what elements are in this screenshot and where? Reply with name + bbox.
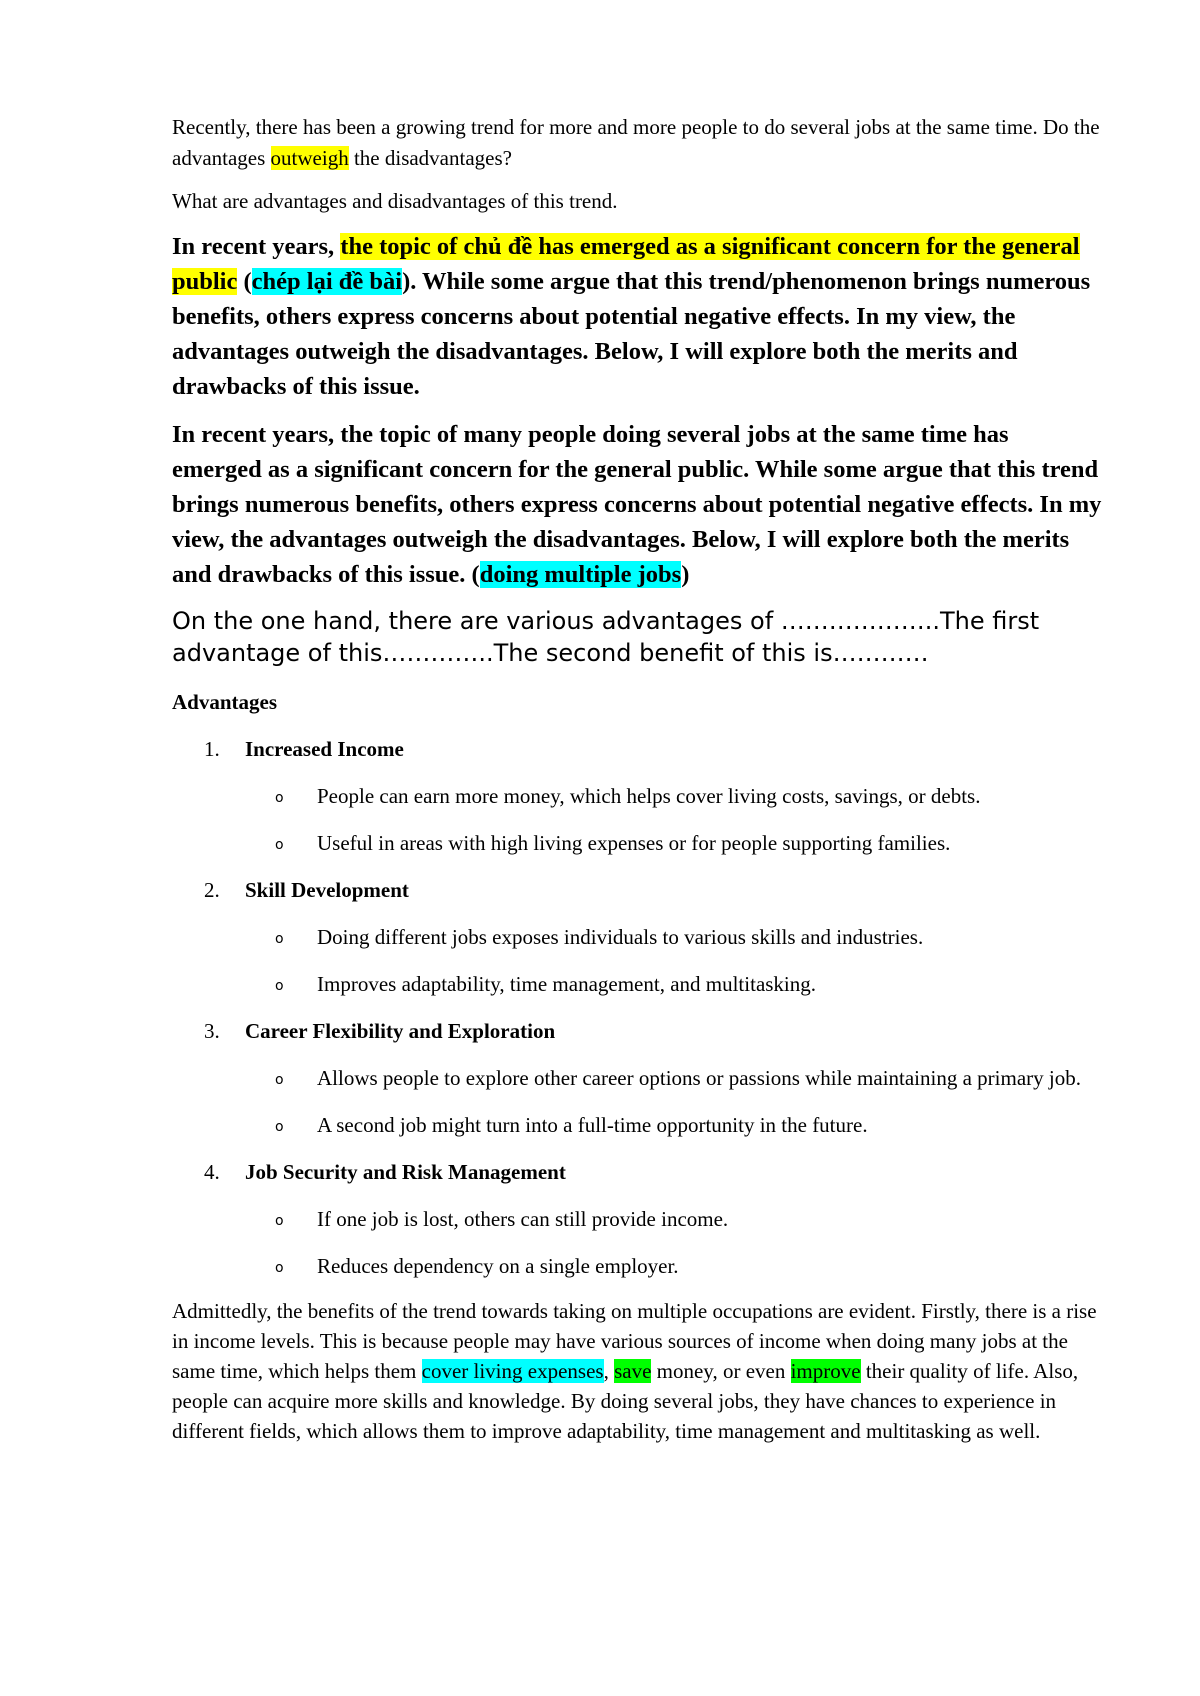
document-page (172, 112, 1102, 1446)
advantage-title: Increased Income (245, 737, 404, 761)
advantage-point (275, 1251, 1102, 1282)
template-intro-b: ( (237, 268, 252, 295)
body-text-c: money, or even (651, 1359, 791, 1383)
advantage-number: 4. (204, 1160, 220, 1184)
advantage-item (172, 1157, 1102, 1282)
advantage-number: 3. (204, 1019, 220, 1043)
question-text-b: the disadvantages? (348, 146, 512, 170)
applied-intro-a: In recent years, the topic of many people doing several jobs at the same time has emerged as a significant concern for the general public. While some argue that this trend brings numerous benefits, others express concerns about potential negative effects. In my view, the advantages outweigh the disadvantages. Below, I will explore both the merits and drawbacks of this issue. ( (172, 421, 1102, 588)
highlight-improve: improve (790, 1359, 861, 1383)
highlight-cover-living-expenses: cover living expenses (421, 1359, 604, 1383)
essay-subquestion: What are advantages and disadvantages of this trend. (172, 189, 618, 213)
body-paragraph (172, 1296, 1102, 1446)
advantage-points (172, 1204, 1102, 1282)
template-intro-a: In recent years, (172, 233, 341, 260)
advantage-item (172, 875, 1102, 1000)
point-text: Useful in areas with high living expenses or for people supporting families. (317, 831, 951, 855)
advantages-list (172, 734, 1102, 1282)
applied-intro-b: ) (681, 561, 690, 588)
bullet-icon: o (275, 1213, 284, 1229)
advantage-item (172, 1016, 1102, 1141)
advantage-point (275, 1110, 1102, 1141)
one-hand-template: On the one hand, there are various advantages of ………………..The first advantage of this…………..The second benefit of this is………… (172, 607, 1040, 667)
body-text-b: , (603, 1359, 615, 1383)
advantage-item (172, 734, 1102, 859)
advantage-title: Skill Development (245, 878, 409, 902)
advantage-point (275, 922, 1102, 953)
point-text: Improves adaptability, time management, and multitasking. (317, 972, 817, 996)
applied-intro-highlight: doing multiple jobs (479, 561, 682, 588)
template-intro-highlight-note: chép lại đề bài (251, 268, 403, 295)
advantage-point (275, 969, 1102, 1000)
applied-introduction (172, 417, 1102, 592)
point-text: A second job might turn into a full-time opportunity in the future. (317, 1113, 868, 1137)
question-text-a: Recently, there has been a growing trend for more and more people to do several jobs at the same time. Do the advantages (172, 115, 1100, 170)
advantage-point (275, 1204, 1102, 1235)
advantage-title: Job Security and Risk Management (245, 1160, 566, 1184)
body-text-d: their quality of life. Also, people can acquire more skills and knowledge. By doing several jobs, they have chances to experience in different fields, which allows them to improve adaptability, time management and multitasking as well. (172, 1359, 1079, 1443)
template-introduction (172, 229, 1102, 404)
bullet-icon: o (275, 978, 284, 994)
advantage-point (275, 781, 1102, 812)
point-text: Doing different jobs exposes individuals to various skills and industries. (317, 925, 924, 949)
bullet-icon: o (275, 1072, 284, 1088)
bullet-icon: o (275, 1260, 284, 1276)
bullet-icon: o (275, 931, 284, 947)
advantage-points (172, 1063, 1102, 1141)
bullet-icon: o (275, 1119, 284, 1135)
advantage-number: 1. (204, 737, 220, 761)
advantages-heading: Advantages (172, 690, 278, 714)
point-text: Allows people to explore other career options or passions while maintaining a primary job. (317, 1066, 1081, 1090)
body-text-a: Admittedly, the benefits of the trend towards taking on multiple occupations are evident. Firstly, there is a rise in income levels. This is because people may have various sources of income when doing many jobs at the same time, which helps them (172, 1299, 1097, 1383)
bullet-icon: o (275, 837, 284, 853)
advantage-point (275, 1063, 1102, 1094)
advantage-points (172, 781, 1102, 859)
point-text: People can earn more money, which helps cover living costs, savings, or debts. (317, 784, 981, 808)
point-text: Reduces dependency on a single employer. (317, 1254, 679, 1278)
advantage-points (172, 922, 1102, 1000)
highlight-outweigh: outweigh (270, 146, 349, 170)
advantage-title: Career Flexibility and Exploration (245, 1019, 556, 1043)
advantage-number: 2. (204, 878, 220, 902)
advantage-point (275, 828, 1102, 859)
template-intro-highlight-topic: the topic of chủ đề has emerged as a significant concern for the general public (172, 233, 1080, 295)
template-intro-c: ). While some argue that this trend/phenomenon brings numerous benefits, others express concerns about potential negative effects. In my view, the advantages outweigh the disadvantages. Below, I will explore both the merits and drawbacks of this issue. (172, 268, 1091, 400)
point-text: If one job is lost, others can still provide income. (317, 1207, 729, 1231)
highlight-save: save (614, 1359, 652, 1383)
essay-question (172, 112, 1102, 174)
bullet-icon: o (275, 790, 284, 806)
